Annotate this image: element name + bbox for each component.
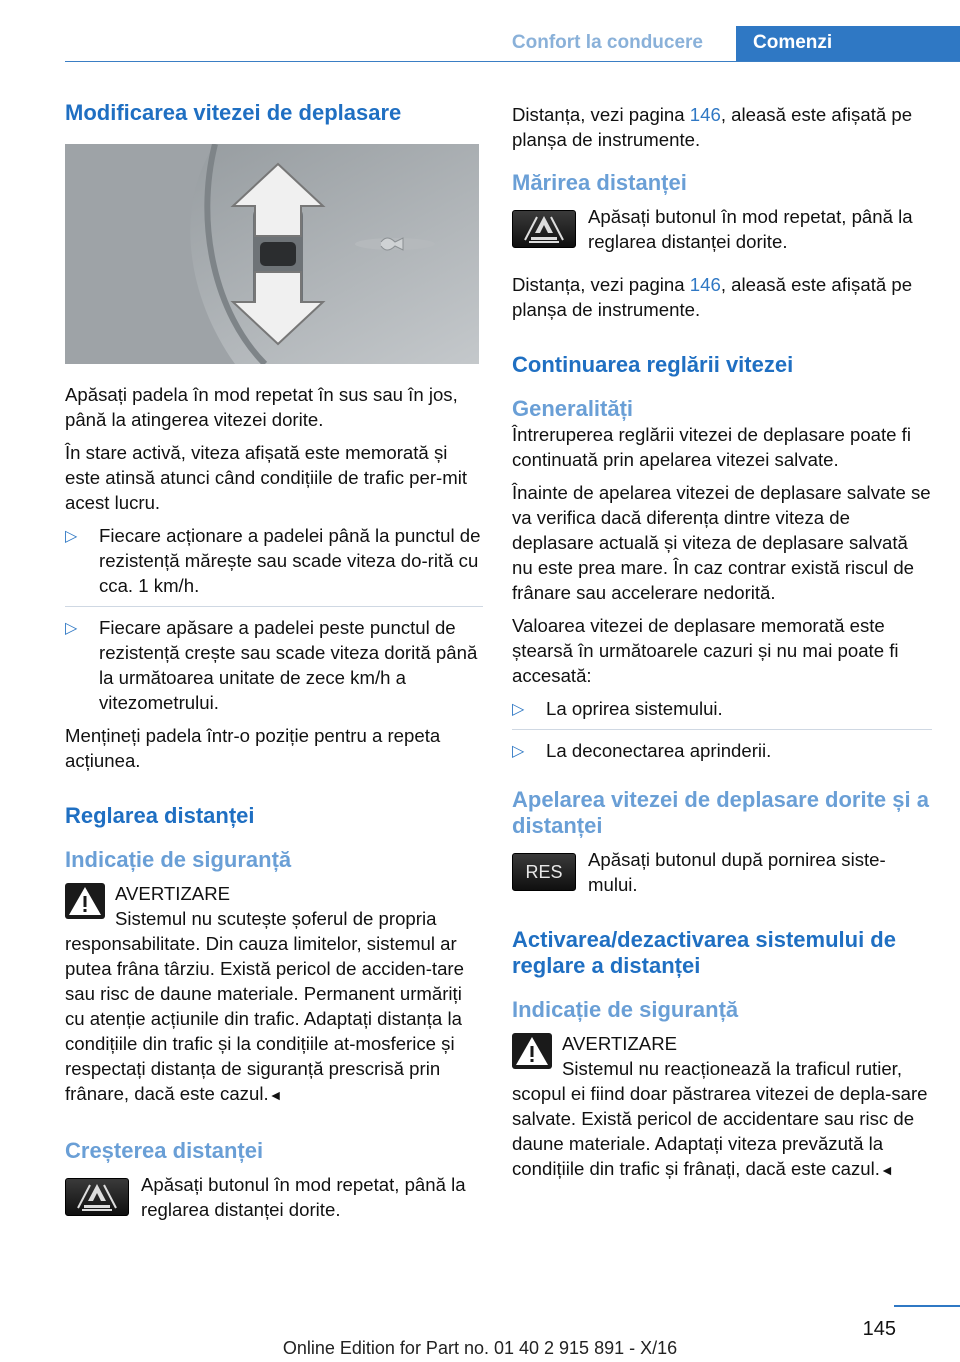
right-column [512, 102, 932, 1183]
triangle-bullet-icon: ▷ [65, 528, 78, 545]
list-item: ▷ La oprirea sistemului. [512, 696, 932, 730]
list-item: ▷ Fiecare acționare a padelei până la punctul de rezistență mărește sau scade viteza do-rită cu cca. 1 km/h. [65, 523, 483, 607]
warning-triangle-icon [512, 1033, 552, 1069]
warning-title: AVERTIZARE [562, 1033, 678, 1054]
warning-text-right: scopul ei fiind doar păstrarea vitezei de depla-sare salvate. Există pericol de accidentare sau risc de daune materiale. Adaptați viteza prevăzută la condițiile din trafic și frânați, dacă este cazul.◄ [512, 1083, 928, 1179]
edition-footer: Online Edition for Part no. 01 40 2 915 891 - X/16 [282, 1338, 678, 1358]
res-button-icon: RES [512, 853, 576, 891]
distance-enlarge-button-icon [512, 210, 576, 248]
warning-text-left: responsabilitate. Din cauza limitelor, sistemul ar putea frâna târziu. Există pericol de acciden-tare sau risc de daune materiale. Permanent urmăriți cu atenție acțiunile din trafic. Adaptați distanța la condițiile din trafic și la condițiile at-mosferice și respectați distanța de siguranță prescrisă prin frânare, dacă este cazul.◄ [65, 933, 464, 1104]
warning-triangle-icon [65, 883, 105, 919]
page-link-146[interactable]: 146 [689, 274, 721, 295]
warning-first-line: Sistemul nu reacționează la traficul rutier, [562, 1058, 903, 1079]
recall-row [512, 847, 932, 897]
paragraph-increase-distance: Apăsați butonul în mod repetat, până la reglarea distanței dorite. [141, 1174, 466, 1220]
list-item: ▷ La deconectarea aprinderii. [512, 738, 932, 771]
triangle-bullet-icon: ▷ [65, 620, 78, 637]
paragraph-hold-paddle: Mențineți padela într-o poziție pentru a repeta acțiunea. [65, 725, 441, 771]
paragraph-general-3: Valoarea vitezei de deplasare memorată este ștearsă în următoarele cazuri și nu mai poate fi accesată: [512, 615, 899, 686]
header-section: Confort la conducere [511, 32, 703, 53]
paragraph-distance-ref-2: Distanța, vezi pagina 146, aleasă este afișată pe planșa de instrumente. [512, 274, 913, 320]
paragraph-general-1: Întreruperea reglării vitezei de deplasare poate fi continuată prin apelarea vitezei salvate. [512, 424, 911, 470]
header-rule [65, 61, 960, 62]
list-item: ▷ Fiecare apăsare a padelei peste punctul de rezistență crește sau scade viteza dorită până la următoarea unitate de zece km/h a vitezometrului. [65, 617, 478, 713]
page-link-146[interactable]: 146 [689, 104, 721, 125]
heading-enlarge-distance: Mărirea distanței [512, 170, 687, 195]
end-mark-icon: ◄ [268, 1087, 283, 1103]
steering-wheel-photo [65, 144, 479, 364]
end-mark-icon: ◄ [879, 1162, 894, 1178]
increase-distance-row [65, 1172, 483, 1222]
warning-title: AVERTIZARE [115, 883, 231, 904]
paragraph-press-paddle: Apăsați padela în mod repetat în sus sau în jos, până la atingerea vitezei dorite. [65, 384, 458, 430]
heading-general: Generalități [512, 396, 634, 421]
heading-speed-change: Modificarea vitezei de deplasare [65, 100, 402, 125]
triangle-bullet-icon: ▷ [512, 743, 525, 760]
heading-safety-left: Indicație de siguranță [65, 847, 292, 872]
triangle-bullet-icon: ▷ [512, 701, 525, 718]
bullet-list-paddle [65, 523, 483, 723]
enlarge-distance-row [512, 204, 932, 254]
distance-increase-button-icon [65, 1178, 129, 1216]
bullet-list-clear [512, 696, 932, 771]
heading-safety-right: Indicație de siguranță [512, 997, 739, 1022]
page-number: 145 [862, 1318, 896, 1340]
warning-block-left [65, 881, 483, 931]
steering-wheel-illustration [65, 144, 479, 364]
page-number-rule [894, 1305, 960, 1307]
paragraph-general-2: Înainte de apelarea vitezei de deplasare salvate se va verifica dacă diferența dintre viteza de deplasare actuală și viteza de deplasare salvată nu este prea mare. În caz contrar există riscul de frânare sau accelerare nedorită. [512, 482, 931, 603]
heading-activate-distance: Activarea/dezactivarea sistemului de reglare a distanței [512, 927, 896, 978]
warning-first-line: Sistemul nu scutește șoferul de propria [115, 908, 437, 929]
paragraph-active-state: În stare activă, viteza afișată este memorată și este atinsă atunci când condițiile de trafic per-mit acest lucru. [65, 442, 468, 513]
warning-block-right [512, 1031, 932, 1081]
heading-recall: Apelarea vitezei de deplasare dorite și a distanței [512, 787, 929, 838]
heading-distance: Reglarea distanței [65, 803, 255, 828]
paragraph-enlarge-distance: Apăsați butonul în mod repetat, până la reglarea distanței dorite. [588, 206, 913, 252]
left-column [65, 100, 483, 1222]
paragraph-recall: Apăsați butonul după pornirea siste-mului. [588, 849, 886, 895]
paragraph-distance-ref: Distanța, vezi pagina 146, aleasă este afișată pe planșa de instrumente. [512, 104, 913, 150]
heading-increase-distance: Creșterea distanței [65, 1138, 264, 1163]
header-chapter-tab: Comenzi [736, 26, 960, 62]
heading-continue-speed: Continuarea reglării vitezei [512, 352, 794, 377]
